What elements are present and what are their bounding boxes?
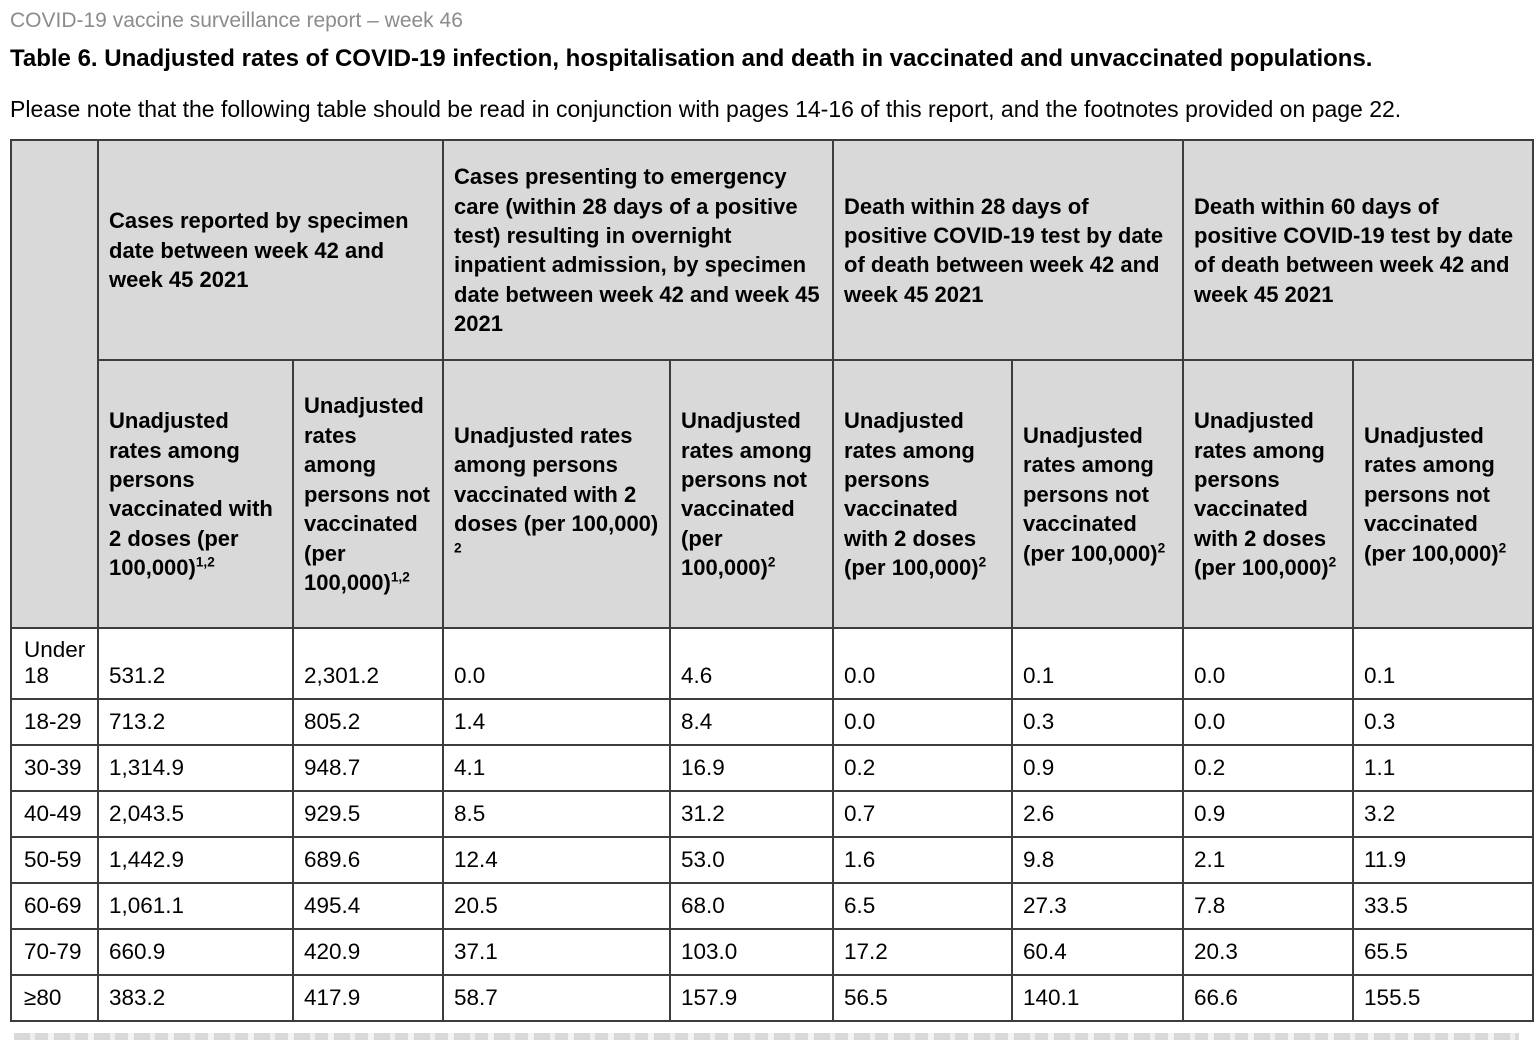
table-row — [11, 837, 1533, 883]
report-header: COVID-19 vaccine surveillance report – week 46 — [10, 9, 463, 32]
rate-value-cell: 495.4 — [293, 883, 443, 929]
table-row — [11, 628, 1533, 699]
sub-header-death28-vaccinated — [833, 360, 1012, 628]
table-row — [11, 883, 1533, 929]
age-group-cell: Under 18 — [11, 628, 98, 699]
age-group-cell: 60-69 — [11, 883, 98, 929]
footnote-superscript: 2 — [1328, 555, 1337, 571]
rate-value-cell: 805.2 — [293, 699, 443, 745]
rate-value-cell: 6.5 — [833, 883, 1012, 929]
rate-value-cell: 8.4 — [670, 699, 833, 745]
rate-value-cell: 4.1 — [443, 745, 670, 791]
table-body — [11, 628, 1533, 1021]
rate-value-cell: 3.2 — [1353, 791, 1533, 837]
cutoff-footnote-text — [14, 1033, 1519, 1040]
rate-value-cell: 383.2 — [98, 975, 293, 1021]
rate-value-cell: 7.8 — [1183, 883, 1353, 929]
age-group-cell: 40-49 — [11, 791, 98, 837]
rate-value-cell: 53.0 — [670, 837, 833, 883]
footnote-superscript: 2 — [767, 555, 776, 571]
table-row — [11, 929, 1533, 975]
age-group-cell: 70-79 — [11, 929, 98, 975]
rate-value-cell: 68.0 — [670, 883, 833, 929]
rate-value-cell: 140.1 — [1012, 975, 1183, 1021]
rate-value-cell: 948.7 — [293, 745, 443, 791]
rate-value-cell: 660.9 — [98, 929, 293, 975]
rate-value-cell: 157.9 — [670, 975, 833, 1021]
sub-header-death28-unvaccinated — [1012, 360, 1183, 628]
sub-header-text: Unadjusted rates among persons vaccinated with 2 doses (per 100,000) — [109, 408, 273, 581]
rate-value-cell: 65.5 — [1353, 929, 1533, 975]
sub-header-text: Unadjusted rates among persons not vaccinated (per 100,000) — [304, 393, 430, 596]
corner-cell — [11, 140, 98, 628]
rate-value-cell: 12.4 — [443, 837, 670, 883]
rate-value-cell: 0.2 — [1183, 745, 1353, 791]
rate-value-cell: 0.1 — [1012, 628, 1183, 699]
table-title: Table 6. Unadjusted rates of COVID-19 infection, hospitalisation and death in vaccinated and unvaccinated populations. — [10, 45, 1373, 73]
age-group-cell: 18-29 — [11, 699, 98, 745]
rate-value-cell: 0.0 — [833, 699, 1012, 745]
footnote-superscript: 2 — [1498, 540, 1507, 556]
footnote-superscript: 1,2 — [390, 569, 410, 585]
sub-header-text: Unadjusted rates among persons vaccinated with 2 doses (per 100,000) — [844, 408, 979, 581]
table-note: Please note that the following table should be read in conjunction with pages 14-16 of this report, and the footnotes provided on page 22. — [10, 95, 1402, 122]
rate-value-cell: 1,314.9 — [98, 745, 293, 791]
rate-value-cell: 0.3 — [1012, 699, 1183, 745]
rate-value-cell: 713.2 — [98, 699, 293, 745]
group-header-death-60: Death within 60 days of positive COVID-19 test by date of death between week 42 and week 45 2021 — [1183, 140, 1533, 360]
rate-value-cell: 531.2 — [98, 628, 293, 699]
sub-header-text: Unadjusted rates among persons not vaccinated (per 100,000) — [1023, 422, 1158, 566]
rate-value-cell: 60.4 — [1012, 929, 1183, 975]
rate-value-cell: 689.6 — [293, 837, 443, 883]
rate-value-cell: 31.2 — [670, 791, 833, 837]
sub-header-row — [11, 360, 1533, 628]
rate-value-cell: 33.5 — [1353, 883, 1533, 929]
sub-header-text: Unadjusted rates among persons vaccinated with 2 doses (per 100,000) — [1194, 408, 1329, 581]
rate-value-cell: 103.0 — [670, 929, 833, 975]
rate-value-cell: 9.8 — [1012, 837, 1183, 883]
rate-value-cell: 58.7 — [443, 975, 670, 1021]
rate-value-cell: 20.5 — [443, 883, 670, 929]
rate-value-cell: 2.6 — [1012, 791, 1183, 837]
rate-value-cell: 11.9 — [1353, 837, 1533, 883]
rate-value-cell: 0.2 — [833, 745, 1012, 791]
footnote-superscript: 1,2 — [195, 555, 215, 571]
rate-value-cell: 1.6 — [833, 837, 1012, 883]
group-header-death-28: Death within 28 days of positive COVID-19 test by date of death between week 42 and week 45 2021 — [833, 140, 1183, 360]
sub-header-text: Unadjusted rates among persons vaccinated with 2 doses (per 100,000) — [454, 422, 659, 537]
table-header — [11, 140, 1533, 628]
age-group-cell: 50-59 — [11, 837, 98, 883]
table-row — [11, 745, 1533, 791]
sub-header-emergency-vaccinated — [443, 360, 670, 628]
rate-value-cell: 56.5 — [833, 975, 1012, 1021]
rate-value-cell: 0.3 — [1353, 699, 1533, 745]
rate-value-cell: 0.7 — [833, 791, 1012, 837]
rate-value-cell: 4.6 — [670, 628, 833, 699]
rate-value-cell: 16.9 — [670, 745, 833, 791]
rate-value-cell: 1,061.1 — [98, 883, 293, 929]
rates-table — [10, 139, 1534, 1022]
sub-header-text: Unadjusted rates among persons not vaccinated (per 100,000) — [1364, 422, 1499, 566]
age-group-cell: 30-39 — [11, 745, 98, 791]
rate-value-cell: 420.9 — [293, 929, 443, 975]
footnote-superscript: 2 — [454, 540, 462, 556]
sub-header-death60-unvaccinated — [1353, 360, 1533, 628]
rate-value-cell: 1.1 — [1353, 745, 1533, 791]
rate-value-cell: 37.1 — [443, 929, 670, 975]
group-header-emergency-care: Cases presenting to emergency care (within 28 days of a positive test) resulting in overnight inpatient admission, by specimen date between week 42 and week 45 2021 — [443, 140, 833, 360]
rate-value-cell: 0.0 — [1183, 699, 1353, 745]
sub-header-cases-vaccinated — [98, 360, 293, 628]
rate-value-cell: 0.9 — [1012, 745, 1183, 791]
rate-value-cell: 929.5 — [293, 791, 443, 837]
sub-header-text: Unadjusted rates among persons not vaccinated (per 100,000) — [681, 408, 812, 581]
rate-value-cell: 2,301.2 — [293, 628, 443, 699]
group-header-row — [11, 140, 1533, 360]
sub-header-death60-vaccinated — [1183, 360, 1353, 628]
rate-value-cell: 66.6 — [1183, 975, 1353, 1021]
rate-value-cell: 0.0 — [443, 628, 670, 699]
table-row — [11, 791, 1533, 837]
table-row — [11, 699, 1533, 745]
footnote-superscript: 2 — [978, 555, 987, 571]
rate-value-cell: 1,442.9 — [98, 837, 293, 883]
rate-value-cell: 0.0 — [833, 628, 1012, 699]
rate-value-cell: 27.3 — [1012, 883, 1183, 929]
rate-value-cell: 20.3 — [1183, 929, 1353, 975]
footnote-superscript: 2 — [1157, 540, 1166, 556]
rate-value-cell: 2.1 — [1183, 837, 1353, 883]
rate-value-cell: 0.0 — [1183, 628, 1353, 699]
rate-value-cell: 155.5 — [1353, 975, 1533, 1021]
rate-value-cell: 2,043.5 — [98, 791, 293, 837]
sub-header-cases-unvaccinated — [293, 360, 443, 628]
group-header-cases: Cases reported by specimen date between week 42 and week 45 2021 — [98, 140, 443, 360]
rate-value-cell: 17.2 — [833, 929, 1012, 975]
rate-value-cell: 0.1 — [1353, 628, 1533, 699]
table-row — [11, 975, 1533, 1021]
rate-value-cell: 417.9 — [293, 975, 443, 1021]
age-group-cell: ≥80 — [11, 975, 98, 1021]
rate-value-cell: 1.4 — [443, 699, 670, 745]
rate-value-cell: 0.9 — [1183, 791, 1353, 837]
sub-header-emergency-unvaccinated — [670, 360, 833, 628]
rate-value-cell: 8.5 — [443, 791, 670, 837]
